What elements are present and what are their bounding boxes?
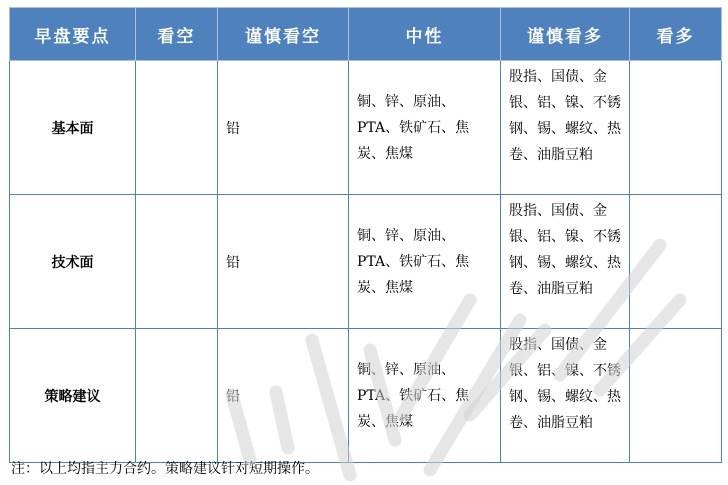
bearish-cell bbox=[136, 61, 218, 195]
header-bearish: 看空 bbox=[136, 8, 218, 61]
neutral-cell: 铜、锌、原油、PTA、铁矿石、焦炭、焦煤 bbox=[349, 195, 501, 329]
cautious-bearish-cell: 铅 bbox=[218, 329, 349, 463]
row-label: 技术面 bbox=[10, 195, 136, 329]
header-bullish: 看多 bbox=[630, 8, 722, 61]
header-key-points: 早盘要点 bbox=[10, 8, 136, 61]
table-row-fundamentals bbox=[10, 61, 722, 195]
briefing-table bbox=[9, 7, 722, 463]
cautious-bullish-cell: 股指、国债、金银、铝、镍、不锈钢、锡、螺纹、热卷、油脂豆粕 bbox=[501, 195, 630, 329]
header-cautious-bearish: 谨慎看空 bbox=[218, 8, 349, 61]
cautious-bullish-cell: 股指、国债、金银、铝、镍、不锈钢、锡、螺纹、热卷、油脂豆粕 bbox=[501, 329, 630, 463]
table-row-strategy bbox=[10, 329, 722, 463]
header-cautious-bullish: 谨慎看多 bbox=[501, 8, 630, 61]
bearish-cell bbox=[136, 195, 218, 329]
bullish-cell bbox=[630, 195, 722, 329]
bullish-cell bbox=[630, 329, 722, 463]
table-row-technicals bbox=[10, 195, 722, 329]
neutral-cell: 铜、锌、原油、PTA、铁矿石、焦炭、焦煤 bbox=[349, 61, 501, 195]
header-row bbox=[10, 8, 722, 61]
bullish-cell bbox=[630, 61, 722, 195]
cautious-bullish-cell: 股指、国债、金银、铝、镍、不锈钢、锡、螺纹、热卷、油脂豆粕 bbox=[501, 61, 630, 195]
header-neutral: 中性 bbox=[349, 8, 501, 61]
neutral-cell: 铜、锌、原油、PTA、铁矿石、焦炭、焦煤 bbox=[349, 329, 501, 463]
bearish-cell bbox=[136, 329, 218, 463]
cautious-bearish-cell: 铅 bbox=[218, 61, 349, 195]
row-label: 基本面 bbox=[10, 61, 136, 195]
row-label: 策略建议 bbox=[10, 329, 136, 463]
footnote: 注：以上均指主力合约。策略建议针对短期操作。 bbox=[11, 461, 319, 477]
cautious-bearish-cell: 铅 bbox=[218, 195, 349, 329]
